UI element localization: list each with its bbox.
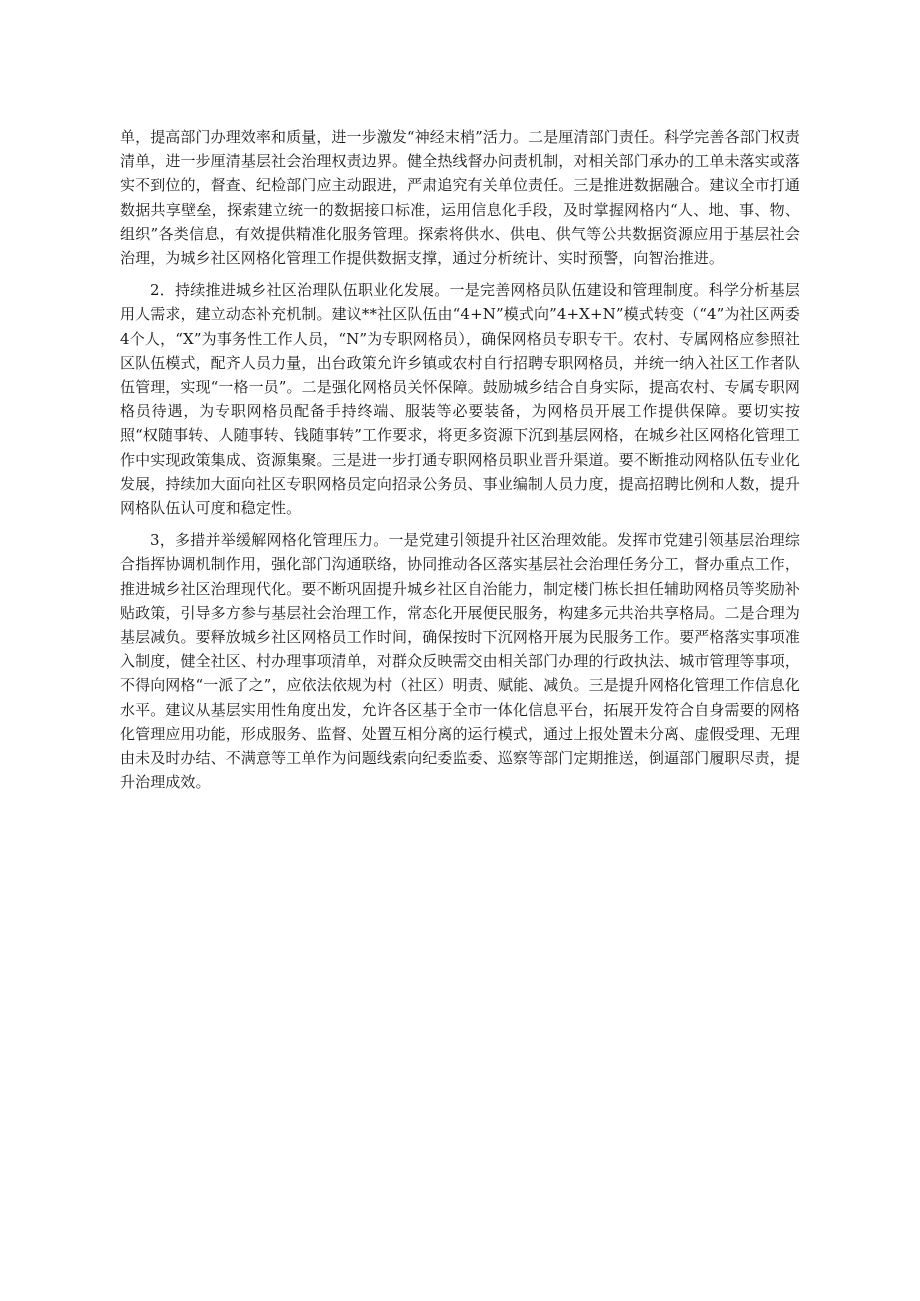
document-body (120, 125, 800, 794)
paragraph-section-2: 2．持续推进城乡社区治理队伍职业化发展。一是完善网格员队伍建设和管理制度。科学分析基层用人需求，建立动态补充机制。建议**社区队伍由“4+N”模式向”4+X+N”模式转变（“4”为社区两委4个人，“X”为事务性工作人员，“N”为专职网格员），确保网格员专职专干。农村、专属网格应参照社区队伍模式，配齐人员力量，出台政策允许乡镇或农村自行招聘专职网格员，并统一纳入社区工作者队伍管理，实现“一格一员”。二是强化网格员关怀保障。鼓励城乡结合自身实际，提高农村、专属专职网格员待遇，为专职网格员配备手持终端、服装等必要装备，为网格员开展工作提供保障。要切实按照“权随事转、人随事转、钱随事转”工作要求，将更多资源下沉到基层网格，在城乡社区网格化管理工作中实现政策集成、资源集聚。三是进一步打通专职网格员职业晋升渠道。要不断推动网格队伍专业化发展，持续加大面向社区专职网格员定向招录公务员、事业编制人员力度，提高招聘比例和人数，提升网格队伍认可度和稳定性。 (120, 281, 800, 518)
paragraph-continuation: 单，提高部门办理效率和质量，进一步激发“神经末梢”活力。二是厘清部门责任。科学完善各部门权责清单，进一步厘清基层社会治理权责边界。健全热线督办问责机制，对相关部门承办的工单未落实或落实不到位的，督查、纪检部门应主动跟进，严肃追究有关单位责任。三是推进数据融合。建议全市打通数据共享壁垒，探索建立统一的数据接口标准，运用信息化手段，及时掌握网格内“人、地、事、物、组织”各类信息，有效提供精准化服务管理。探索将供水、供电、供气等公共数据资源应用于基层社会治理，为城乡社区网格化管理工作提供数据支撑，通过分析统计、实时预警，向智治推进。 (120, 128, 800, 268)
paragraph-section-3: 3，多措并举缓解网格化管理压力。一是党建引领提升社区治理效能。发挥市党建引领基层治理综合指挥协调机制作用，强化部门沟通联络，协同推动各区落实基层社会治理任务分工，督办重点工作，推进城乡社区治理现代化。要不断巩固提升城乡社区自治能力，制定楼门栋长担任辅助网格员等奖励补贴政策，引导多方参与基层社会治理工作，常态化开展便民服务，构建多元共治共享格局。二是合理为基层减负。要释放城乡社区网格员工作时间，确保按时下沉网格开展为民服务工作。要严格落实事项准入制度，健全社区、村办理事项清单，对群众反映需交由相关部门办理的行政执法、城市管理等事项，不得向网格“一派了之”，应依法依规为村（社区）明责、赋能、减负。三是提升网格化管理工作信息化水平。建议从基层实用性角度出发，允许各区基于全市一体化信息平台，拓展开发符合自身需要的网格化管理应用功能，形成服务、监督、处置互相分离的运行模式，通过上报处置未分离、虚假受理、无理由未及时办结、不满意等工单作为问题线索向纪委监委、巡察等部门定期推送，倒逼部门履职尽责，提升治理成效。 (120, 531, 800, 792)
